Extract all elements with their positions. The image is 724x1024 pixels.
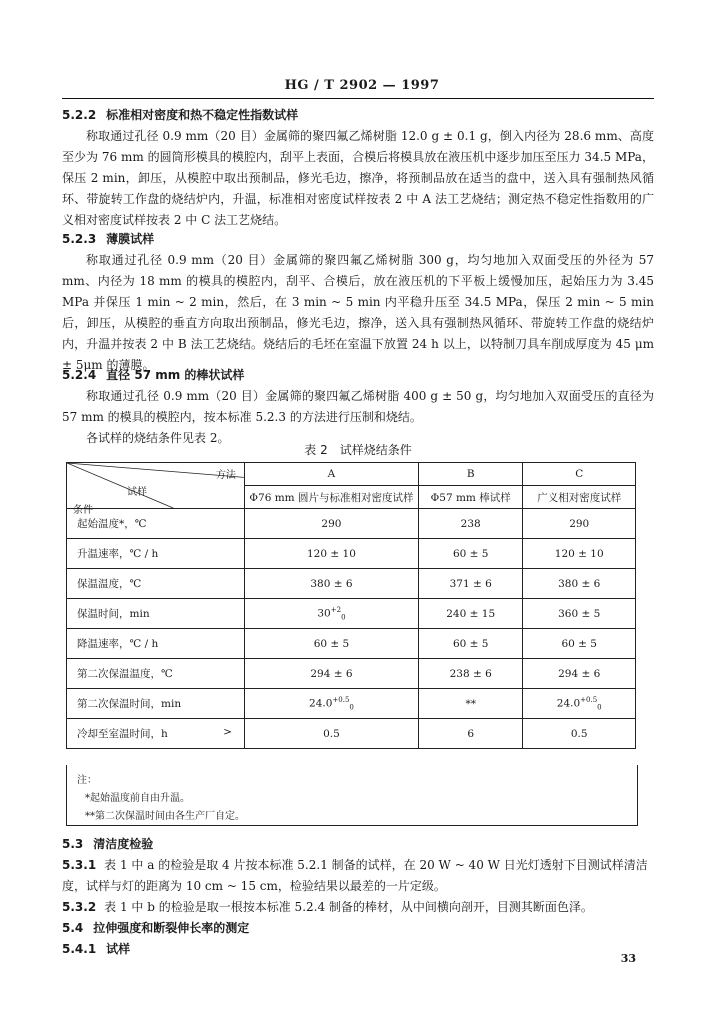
corner-condition-label: 条件: [73, 505, 93, 516]
sample-b-header: Φ57 mm 棒试样: [418, 486, 522, 509]
section-heading: 5.2.3 薄膜试样: [62, 232, 155, 246]
corner-sample-label: 试样: [127, 487, 147, 498]
sample-a-header: Φ76 mm 圆片与标准相对密度试样: [244, 486, 418, 509]
corner-method-label: 方法: [215, 470, 236, 481]
method-c-header: C: [523, 463, 636, 486]
table-corner-cell: [67, 463, 245, 516]
standard-number-header: HG / T 2902 — 1997: [284, 78, 440, 93]
section-heading: 5.4.1 试样: [62, 942, 131, 956]
page-number: 33: [620, 952, 636, 965]
section-paragraph: 5.3.1 表 1 中 a 的检验是取 4 片按本标准 5.2.1 制备的试样，在 20 W ~ 40 W 日光灯透射下目测试样清洁度，试样与灯的距离为 10 cm ~ 15 cm，检验结果以最差的一片定级。: [62, 858, 648, 893]
method-b-header: B: [418, 463, 522, 486]
section-heading: 5.2.2 标准相对密度和热不稳定性指数试样: [62, 108, 299, 122]
table-caption: 表 2 试样烧结条件: [304, 443, 412, 457]
section-paragraph: 称取通过孔径 0.9 mm（20 目）金属筛的聚四氟乙烯树脂 300 g，均匀地加入双面受压的外径为 57 mm、内径为 18 mm 的模具的模腔内，刮平、合模后，放在液压机的下平板上缓慢加压，起始压力为 3.45 MPa 并保压 1 min ~ 2 min，然后，在 3 min ~ 5 min 内平稳升压至 34.5 MPa，保压 2 min ~ 5 min 后，卸压，从模腔的垂直方向取出预制品，修光毛边，擦净，送入具有强制热风循环、带旋转工作盘的烧结炉内，升温并按表 2 中 B 法工艺烧结。烧结后的毛坯在室温下放置 24 h 以上，以特制刀具车削成厚度为 45 μm ± 5μm 的薄膜。: [62, 253, 654, 372]
method-a-header: A: [244, 463, 418, 486]
table-row: 冷却至室温时间，h > 0.5 6 0.5: [67, 719, 636, 749]
section-5-3: [62, 834, 654, 960]
note-title: 注：: [77, 775, 97, 786]
table-row: 第二次保温时间，min $24.0^{+0.5}_0$ ** $24.0^{+0.5}_0$: [67, 689, 636, 719]
sample-c-header: 广义相对密度试样: [523, 486, 636, 509]
section-5-2-4: [62, 365, 654, 449]
table-row: 第二次保温温度，℃ 294 ± 6 238 ± 6 294 ± 6: [67, 659, 636, 689]
table-row: 降温速率，℃ / h 60 ± 5 60 ± 5 60 ± 5: [67, 629, 636, 659]
note-item: *起始温度前自由升温。: [85, 793, 190, 804]
section-paragraph: 称取通过孔径 0.9 mm（20 目）金属筛的聚四氟乙烯树脂 12.0 g ± 0.1 g，倒入内径为 28.6 mm、高度至少为 76 mm 的圆筒形模具的模腔内，刮平上表面，合模后将模具放在液压机中逐步加压至压力 34.5 MPa，保压 2 min，卸压，从模腔中取出预制品，修光毛边，擦净，将预制品放在适当的盘中，送入具有强制热风循环、带旋转工作盘的烧结炉内，升温，标准相对密度试样按表 2 中 A 法工艺烧结；测定热不稳定性指数用的广义相对密度试样按表 2 中 C 法工艺烧结。: [62, 129, 654, 227]
section-heading: 5.2.4 直径 57 mm 的棒状试样: [62, 368, 245, 382]
table-notes: [66, 765, 638, 826]
table-row: 保温时间，min $30^{+2}_0$ 240 ± 15 360 ± 5: [67, 599, 636, 629]
section-5-2-3: [62, 229, 654, 376]
section-heading: 5.3 清洁度检验: [62, 837, 154, 851]
header-rule: [62, 98, 654, 99]
note-item: **第二次保温时间由各生产厂自定。: [85, 811, 245, 822]
section-5-2-2: [62, 105, 654, 231]
sintering-conditions-table: [66, 462, 636, 749]
table-row: 升温速率，℃ / h 120 ± 10 60 ± 5 120 ± 10: [67, 539, 636, 569]
section-paragraph: 称取通过孔径 0.9 mm（20 目）金属筛的聚四氟乙烯树脂 400 g ± 50 g，均匀地加入双面受压的直径为 57 mm 的模具的模腔内，按本标准 5.2.3 的方法进行压制和烧结。: [62, 389, 654, 424]
table-reference-line: 各试样的烧结条件见表 2。: [86, 431, 230, 445]
section-paragraph: 5.3.2 表 1 中 b 的检验是取一根按本标准 5.2.4 制备的棒材，从中间横向剖开，目测其断面色泽。: [62, 900, 593, 914]
section-heading: 5.4 拉伸强度和断裂伸长率的测定: [62, 921, 250, 935]
table-row: 保温温度，℃ 380 ± 6 371 ± 6 380 ± 6: [67, 569, 636, 599]
table-row: 起始温度*，℃ 290 238 290: [67, 509, 636, 539]
